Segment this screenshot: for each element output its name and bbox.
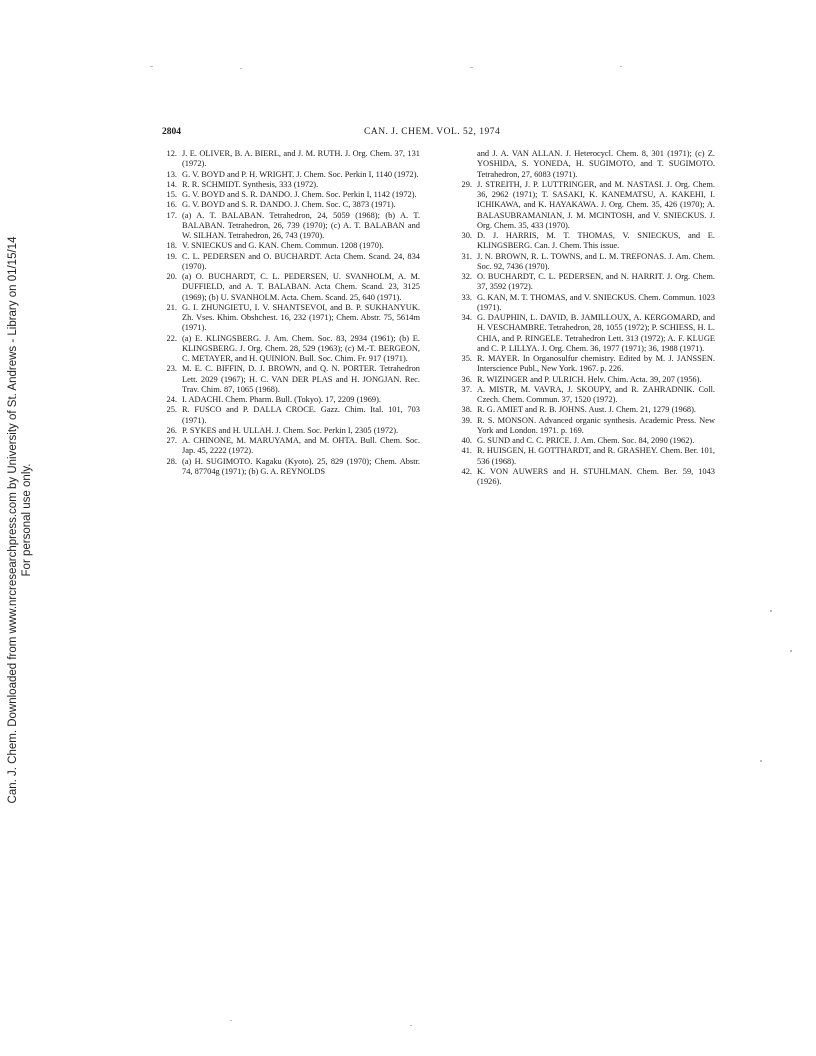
reference-number: 31. [461, 251, 472, 261]
reference-text: (a) E. KLINGSBERG. J. Am. Chem. Soc. 83, 2934 (1961); (b) E. KLINGSBERG. J. Org. Chem. 28, 529 (1963); (c) M.-T. BERGEON, C. METAYER, and H. QUINION. Bull. Soc. Chim. Fr. 917 (1971). [182, 333, 420, 363]
reference-number: 39. [461, 415, 472, 425]
reference-text: P. SYKES and H. ULLAH. J. Chem. Soc. Perkin I, 2305 (1972). [182, 425, 399, 435]
reference-number: 22. [166, 333, 177, 343]
scan-speck [620, 66, 622, 67]
reference-item [457, 180, 715, 231]
reference-number: 28. [166, 456, 177, 466]
reference-text: R. MAYER. In Organosulfur chemistry. Edited by M. J. JANSSEN. Interscience Publ., New York. 1967. p. 226. [477, 354, 715, 374]
reference-number: 14. [166, 179, 177, 189]
reference-item [162, 252, 420, 273]
reference-text: G. V. BOYD and S. R. DANDO. J. Chem. Soc. C, 3873 (1971). [182, 200, 396, 210]
download-watermark [0, 0, 40, 1056]
reference-text: J. N. BROWN, R. L. TOWNS, and L. M. TREFONAS. J. Am. Chem. Soc. 92, 7436 (1970). [477, 251, 715, 271]
reference-number: 19. [166, 251, 177, 261]
reference-number: 26. [166, 425, 177, 435]
reference-text: R. WIZINGER and P. ULRICH. Helv. Chim. Acta. 39, 207 (1956). [477, 374, 702, 384]
reference-number: 33. [461, 292, 472, 302]
reference-number: 29. [461, 179, 472, 189]
reference-number: 41. [461, 446, 472, 456]
reference-item [162, 303, 420, 334]
reference-item [162, 457, 420, 478]
reference-item [457, 231, 715, 252]
reference-text: C. L. PEDERSEN and O. BUCHARDT. Acta Chem. Scand. 24, 834 (1970). [182, 251, 420, 271]
reference-item [162, 272, 420, 303]
reference-text: G. I. ZHUNGIETU, I. V. SHANTSEVOI, and B. P. SUKHANYUK. Zh. Vses. Khim. Obshchest. 16, 232 (1971); Chem. Abstr. 75, 5614m (1971). [182, 302, 420, 333]
reference-number: 15. [166, 190, 177, 199]
reference-number: 34. [461, 313, 472, 322]
reference-text: I. ADACHI. Chem. Pharm. Bull. (Tokyo). 17, 2209 (1969). [182, 395, 382, 404]
scan-speck [150, 66, 153, 67]
reference-item [457, 272, 715, 293]
reference-item [457, 293, 715, 314]
reference-text: R. R. SCHMIDT. Synthesis, 333 (1972). [182, 179, 319, 189]
reference-item [162, 364, 420, 395]
reference-item [457, 467, 715, 488]
reference-item [457, 416, 715, 437]
watermark-line-2: For personal use only. [21, 463, 33, 577]
reference-item [457, 354, 715, 375]
reference-number: 32. [461, 272, 472, 281]
reference-number: 25. [166, 405, 177, 415]
reference-item [162, 241, 420, 251]
reference-number: 16. [166, 200, 177, 210]
reference-number: 30. [461, 231, 472, 240]
scan-speck [410, 1025, 412, 1026]
reference-number: 37. [461, 384, 472, 394]
reference-number: 36. [461, 374, 472, 384]
reference-number: 42. [461, 466, 472, 476]
reference-text: (a) O. BUCHARDT, C. L. PEDERSEN, U. SVANHOLM, A. M. DUFFIELD, and A. T. BALABAN. Acta Chem. Scand. 23, 3125 (1969); (b) U. SVANHOLM. Acta. Chem. Scand. 25, 640 (1971). [182, 272, 420, 302]
reference-number: 40. [461, 436, 472, 445]
reference-text: J. E. OLIVER, B. A. BIERL, and J. M. RUTH. J. Org. Chem. 37, 131 (1972). [182, 149, 420, 169]
reference-number: 35. [461, 354, 472, 363]
reference-item [162, 180, 420, 190]
reference-number: 23. [166, 364, 177, 374]
reference-text: D. J. HARRIS, M. T. THOMAS, V. SNIECKUS, and E. KLINGSBERG. Can. J. Chem. This issue. [477, 231, 715, 251]
reference-number: 12. [166, 149, 177, 158]
reference-item [162, 436, 420, 457]
reference-text: G. DAUPHIN, L. DAVID, B. JAMILLOUX, A. KERGOMARD, and H. VESCHAMBRE. Tetrahedron, 28, 1055 (1972); P. SCHIESS, H. L. CHIA, and P. RINGELE. Tetrahedron Lett. 313 (1972); A. F. KLUGE and C. P. LILLYA. J. Org. Chem. 36, 1977 (1971); 36, 1988 (1971). [477, 313, 715, 353]
scan-speck [240, 68, 242, 69]
reference-text: R. HUISGEN, H. GOTTHARDT, and R. GRASHEY. Chem. Ber. 101, 536 (1968). [477, 446, 715, 466]
reference-text: K. VON AUWERS and H. STUHLMAN. Chem. Ber. 59, 1043 (1926). [477, 466, 715, 486]
reference-item [457, 405, 715, 415]
journal-title: CAN. J. CHEM. VOL. 52, 1974 [364, 127, 501, 137]
reference-item [457, 436, 715, 446]
reference-item [162, 190, 420, 200]
reference-item [162, 395, 420, 405]
reference-item [162, 149, 420, 170]
reference-text: V. SNIECKUS and G. KAN. Chem. Commun. 1208 (1970). [182, 241, 384, 251]
reference-item [457, 252, 715, 273]
reference-item [162, 334, 420, 365]
reference-text: (a) A. T. BALABAN. Tetrahedron, 24, 5059 (1968); (b) A. T. BALABAN. Tetrahedron, 26, 739 (1970); (c) A. T. BALABAN and W. SILHAN. Tetrahedron, 26, 743 (1970). [182, 210, 420, 240]
reference-text: A. CHINONE, M. MARUYAMA, and M. OHTA. Bull. Chem. Soc. Jap. 45, 2222 (1972). [182, 436, 420, 456]
reference-number: 27. [166, 436, 177, 445]
reference-number: 17. [166, 210, 177, 220]
watermark-line-1: Can. J. Chem. Downloaded from www.nrcresearchpress.com by University of St. Andrews - Library on 01/15/14 [7, 236, 19, 804]
running-header [162, 127, 720, 141]
reference-item [457, 149, 715, 180]
reference-item [457, 375, 715, 385]
reference-item [162, 170, 420, 180]
reference-text: G. KAN, M. T. THOMAS, and V. SNIECKUS. Chem. Commun. 1023 (1971). [477, 292, 715, 312]
reference-text: (a) H. SUGIMOTO. Kagaku (Kyoto). 25, 829 (1970); Chem. Abstr. 74, 87704g (1971); (b) G. A. REYNOLDS [182, 456, 420, 476]
reference-item [162, 405, 420, 426]
reference-text: R. G. AMIET and R. B. JOHNS. Aust. J. Chem. 21, 1279 (1968). [477, 405, 696, 415]
reference-number: 18. [166, 241, 177, 251]
watermark-text [6, 114, 34, 926]
reference-text: O. BUCHARDT, C. L. PEDERSEN, and N. HARRIT. J. Org. Chem. 37, 3592 (1972). [477, 272, 715, 292]
reference-number: 13. [166, 169, 177, 179]
scan-speck [760, 760, 762, 762]
reference-text: R. S. MONSON. Advanced organic synthesis. Academic Press. New York and London. 1971. p. 169. [477, 415, 715, 435]
reference-text: and J. A. VAN ALLAN. J. Heterocycl. Chem. 8, 301 (1971); (c) Z. YOSHIDA, S. YONEDA, H. SUGIMOTO, and T. SUGIMOTO. Tetrahedron, 27, 6083 (1971). [477, 149, 715, 179]
reference-text: M. E. C. BIFFIN, D. J. BROWN, and Q. N. PORTER. Tetrahedron Lett. 2029 (1967); H. C. VAN DER PLAS and H. JONGJAN. Rec. Trav. Chim. 87, 1065 (1968). [182, 364, 420, 394]
reference-text: J. STREITH, J. P. LUTTRINGER, and M. NASTASI. J. Org. Chem. 36, 2962 (1971); T. SASAKI, K. KANEMATSU, A. KAKEHI, I. ICHIKAWA, and K. HAYAKAWA. J. Org. Chem. 35, 426 (1970); A. BALASUBRAMANIAN, J. M. MCINTOSH, and V. SNIECKUS. J. Org. Chem. 35, 433 (1970). [477, 179, 715, 230]
reference-item [162, 426, 420, 436]
reference-item [457, 385, 715, 406]
reference-text: A. MISTR, M. VAVRA, J. SKOUPY, and R. ZAHRADNIK. Coll. Czech. Chem. Commun. 37, 1520 (1972). [477, 384, 715, 404]
page-number: 2804 [162, 127, 181, 137]
scan-speck [470, 67, 473, 68]
reference-number: 24. [166, 395, 177, 404]
reference-text: R. FUSCO and P. DALLA CROCE. Gazz. Chim. Ital. 101, 703 (1971). [182, 405, 420, 425]
scan-speck [790, 650, 792, 652]
scan-speck [230, 1020, 232, 1021]
reference-item [457, 313, 715, 354]
reference-item [162, 211, 420, 242]
reference-item [457, 446, 715, 467]
reference-number: 20. [166, 272, 177, 281]
reference-text: G. V. BOYD and S. R. DANDO. J. Chem. Soc. Perkin I, 1142 (1972). [182, 190, 417, 199]
reference-text: G. V. BOYD and P. H. WRIGHT. J. Chem. Soc. Perkin I, 1140 (1972). [182, 169, 419, 179]
reference-item [162, 200, 420, 210]
reference-text: G. SUND and C. C. PRICE. J. Am. Chem. Soc. 84, 2090 (1962). [477, 436, 695, 445]
reference-number: 21. [166, 302, 177, 312]
reference-number: 38. [461, 405, 472, 415]
scan-speck [770, 610, 772, 612]
references-left-column [162, 149, 420, 477]
references-right-column [457, 149, 715, 487]
